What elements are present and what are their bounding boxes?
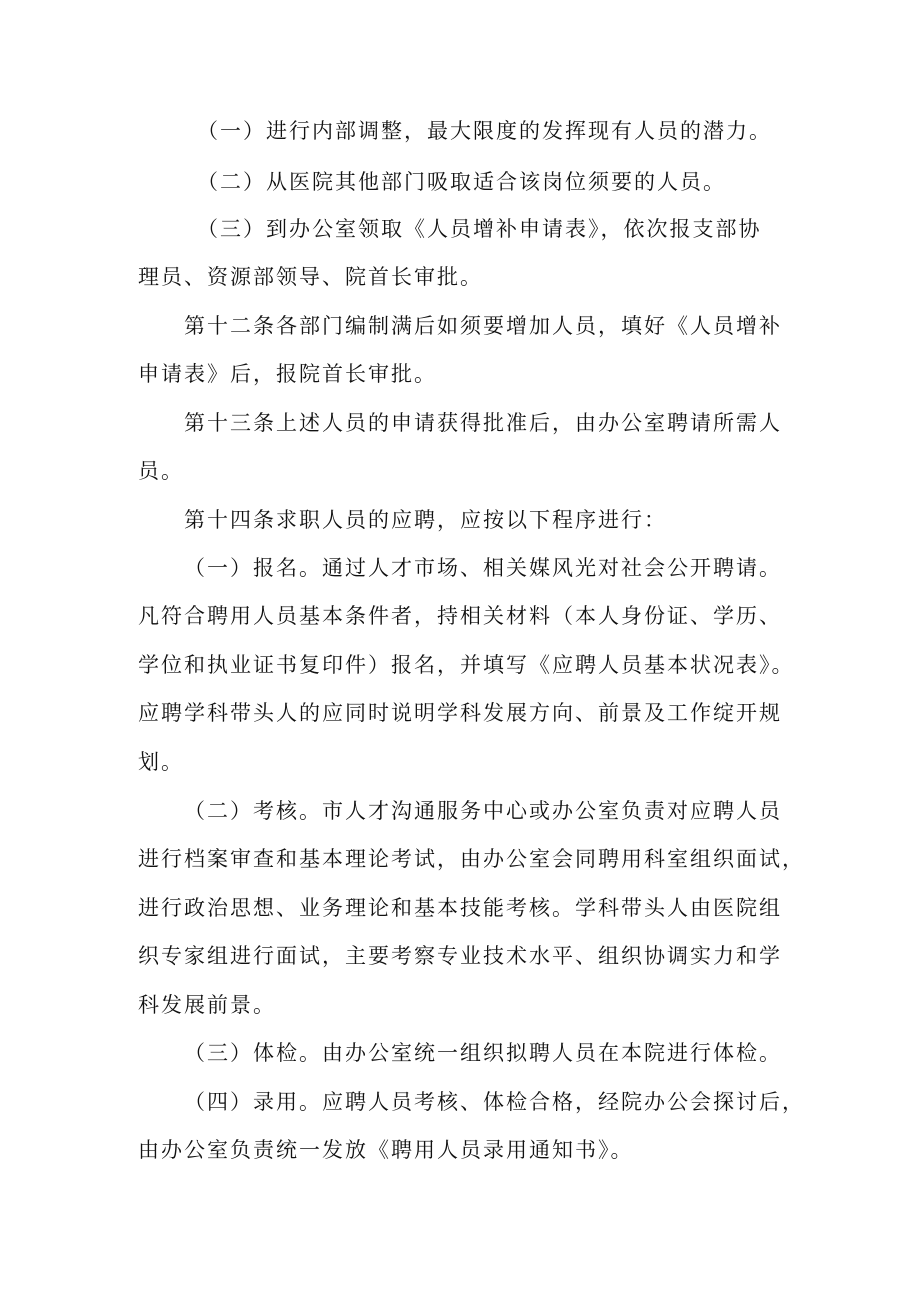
text-line: （一）报名。通过人才市场、相关媒风光对社会公开聘请。 <box>184 556 782 580</box>
text-line: 由办公室负责统一发放《聘用人员录用通知书》。 <box>138 1138 634 1162</box>
text-line: 学位和执业证书复印件）报名，并填写《应聘人员基本状况表》。 <box>138 653 795 677</box>
text-line: 科发展前景。 <box>138 993 276 1017</box>
text-line: 织专家组进行面试，主要考察专业技术水平、组织协调实力和学 <box>138 944 782 968</box>
text-line: 第十二条各部门编制满后如须要增加人员，填好《人员增补 <box>184 314 782 338</box>
text-line: （三）体检。由办公室统一组织拟聘人员在本院进行体检。 <box>184 1041 782 1065</box>
text-line: 申请表》后，报院首长审批。 <box>138 362 437 386</box>
text-line: （三）到办公室领取《人员增补申请表》，依次报支部协 <box>197 217 762 241</box>
text-line: （四）录用。应聘人员考核、体检合格，经院办公会探讨后， <box>184 1090 805 1114</box>
text-line: 应聘学科带头人的应同时说明学科发展方向、前景及工作绽开规 <box>138 701 782 725</box>
text-line: 划。 <box>138 750 184 774</box>
text-line: 第十四条求职人员的应聘，应按以下程序进行： <box>184 508 667 532</box>
text-line: 第十三条上述人员的申请获得批准后，由办公室聘请所需人 <box>184 411 782 435</box>
text-line: 进行政治思想、业务理论和基本技能考核。学科带头人由医院组 <box>138 896 782 920</box>
text-line: （二）从医院其他部门吸取适合该岗位须要的人员。 <box>197 170 726 194</box>
text-line: 凡符合聘用人员基本条件者，持相关材料（本人身份证、学历、 <box>138 604 782 628</box>
text-line: 进行档案审查和基本理论考试，由办公室会同聘用科室组织面试， <box>138 847 805 871</box>
text-line: （一）进行内部调整，最大限度的发挥现有人员的潜力。 <box>197 119 772 143</box>
text-line: 理员、资源部领导、院首长审批。 <box>138 265 483 289</box>
text-line: 员。 <box>138 459 184 483</box>
text-line: （二）考核。市人才沟通服务中心或办公室负责对应聘人员 <box>184 799 782 823</box>
